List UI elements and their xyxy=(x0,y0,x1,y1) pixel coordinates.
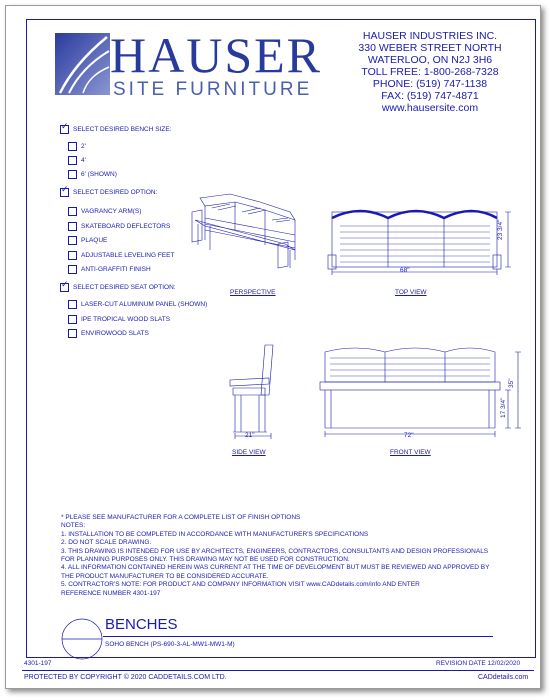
checkbox-checked-icon[interactable] xyxy=(60,283,69,292)
sheet-title: BENCHES xyxy=(105,616,178,633)
note-line: NOTES: xyxy=(61,522,86,530)
size-header: ✓ SELECT DESIRED BENCH SIZE: xyxy=(60,125,172,134)
address-line: TOLL FREE: 1-800-268-7328 xyxy=(361,66,499,78)
checkbox-icon[interactable] xyxy=(68,329,77,338)
revision-date: REVISION DATE 12/02/2020 xyxy=(436,660,521,667)
sheet-subtitle: SOHO BENCH (PS-690-3-AL-MW1-MW1-M) xyxy=(105,641,235,648)
checkbox-icon[interactable] xyxy=(68,170,77,179)
title-rule xyxy=(103,636,493,637)
notes-block xyxy=(61,514,489,598)
reference-number: 4301-197 xyxy=(24,660,52,667)
option-header: ✓ SELECT DESIRED OPTION: xyxy=(60,188,157,197)
top-width-dimension: 68" xyxy=(400,267,410,274)
top-view-drawing xyxy=(320,200,520,285)
address-line: 330 WEBER STREET NORTH xyxy=(358,42,502,54)
checkbox-icon[interactable] xyxy=(68,222,77,231)
seat-height-dimension: 17 3/4" xyxy=(500,397,507,418)
checkbox-icon[interactable] xyxy=(68,251,77,260)
checkbox-icon[interactable] xyxy=(68,315,77,324)
front-width-dimension: 72" xyxy=(404,432,414,439)
top-depth-dimension: 23 3/4" xyxy=(497,219,504,240)
copyright-text: PROTECTED BY COPYRIGHT © 2020 CADDETAILS.COM LTD. xyxy=(24,674,227,681)
option-item: ADJUSTABLE LEVELING FEET xyxy=(68,251,174,260)
address-line: FAX: (519) 747-4871 xyxy=(381,90,479,102)
perspective-view-drawing xyxy=(190,190,305,270)
note-line: 4. ALL INFORMATION CONTAINED HEREIN WAS CURRENT AT THE TIME OF DEVELOPMENT BUT MUST BE REVIEWED AND APPROVED BY xyxy=(61,564,490,572)
note-line: THE PRODUCT MANUFACTURER TO BE CONSIDERED ACCURATE. xyxy=(61,572,269,580)
option-item: SKATEBOARD DEFLECTORS xyxy=(68,222,170,231)
note-line: REFERENCE NUMBER 4301-197 xyxy=(61,589,161,597)
note-line: * PLEASE SEE MANUFACTURER FOR A COMPLETE LIST OF FINISH OPTIONS xyxy=(61,514,301,521)
hauser-logo-icon xyxy=(55,33,110,95)
side-view-label: SIDE VIEW xyxy=(232,449,266,456)
size-option: 6' (SHOWN) xyxy=(68,170,117,179)
side-view-drawing xyxy=(225,340,285,440)
company-address xyxy=(350,30,510,114)
footer-rule xyxy=(22,670,534,671)
note-line: 1. INSTALLATION TO BE COMPLETED IN ACCORDANCE WITH MANUFACTURER'S SPECIFICATIONS xyxy=(61,530,369,538)
checkbox-checked-icon[interactable] xyxy=(60,125,69,134)
address-line: PHONE: (519) 747-1138 xyxy=(372,78,488,90)
option-item: VAGRANCY ARM(S) xyxy=(68,207,141,216)
checkbox-checked-icon[interactable] xyxy=(60,188,69,197)
front-view-label: FRONT VIEW xyxy=(390,449,431,456)
address-line: www.hausersite.com xyxy=(381,102,479,114)
address-line: WATERLOO, ON N2J 3H6 xyxy=(367,54,493,66)
note-line: 2. DO NOT SCALE DRAWING. xyxy=(61,539,152,547)
note-line: 3. THIS DRAWING IS INTENDED FOR USE BY ARCHITECTS, ENGINEERS, CONTRACTORS, CONSULTANTS AND DESIGN PROFESSIONALS xyxy=(61,547,489,555)
front-view-drawing xyxy=(310,340,530,440)
checkbox-icon[interactable] xyxy=(68,236,77,245)
checkbox-icon[interactable] xyxy=(68,265,77,274)
front-height-dimension: 35" xyxy=(508,378,515,388)
side-width-dimension: 21" xyxy=(245,432,255,439)
size-option: 2' xyxy=(68,142,86,151)
seat-item: IPE TROPICAL WOOD SLATS xyxy=(68,315,170,324)
perspective-label: PERSPECTIVE xyxy=(230,289,276,296)
logo-wordmark: HAUSER xyxy=(110,27,323,83)
logo-tagline: SITE FURNITURE xyxy=(113,79,313,100)
top-view-label: TOP VIEW xyxy=(395,289,427,296)
caddetails-link[interactable]: CADdetails.com xyxy=(478,674,529,681)
option-item: PLAQUE xyxy=(68,236,107,245)
address-line: HAUSER INDUSTRIES INC. xyxy=(362,30,498,42)
title-circle-icon xyxy=(60,617,104,661)
size-option: 4' xyxy=(68,156,86,165)
checkbox-icon[interactable] xyxy=(68,142,77,151)
seat-item: ENVIROWOOD SLATS xyxy=(68,329,149,338)
checkbox-icon[interactable] xyxy=(68,300,77,309)
seat-item: LASER-CUT ALUMINUM PANEL (SHOWN) xyxy=(68,300,207,309)
option-item: ANTI-GRAFFITI FINISH xyxy=(68,265,151,274)
checkbox-icon[interactable] xyxy=(68,207,77,216)
note-line: 5. CONTRACTOR'S NOTE: FOR PRODUCT AND COMPANY INFORMATION VISIT www.CADdetails.com/info AND ENTER xyxy=(61,581,420,589)
note-line: FOR PLANNING PURPOSES ONLY. THIS DRAWING MAY NOT BE USED FOR CONSTRUCTION. xyxy=(61,556,350,564)
checkbox-icon[interactable] xyxy=(68,156,77,165)
seat-header: ✓ SELECT DESIRED SEAT OPTION: xyxy=(60,283,176,292)
